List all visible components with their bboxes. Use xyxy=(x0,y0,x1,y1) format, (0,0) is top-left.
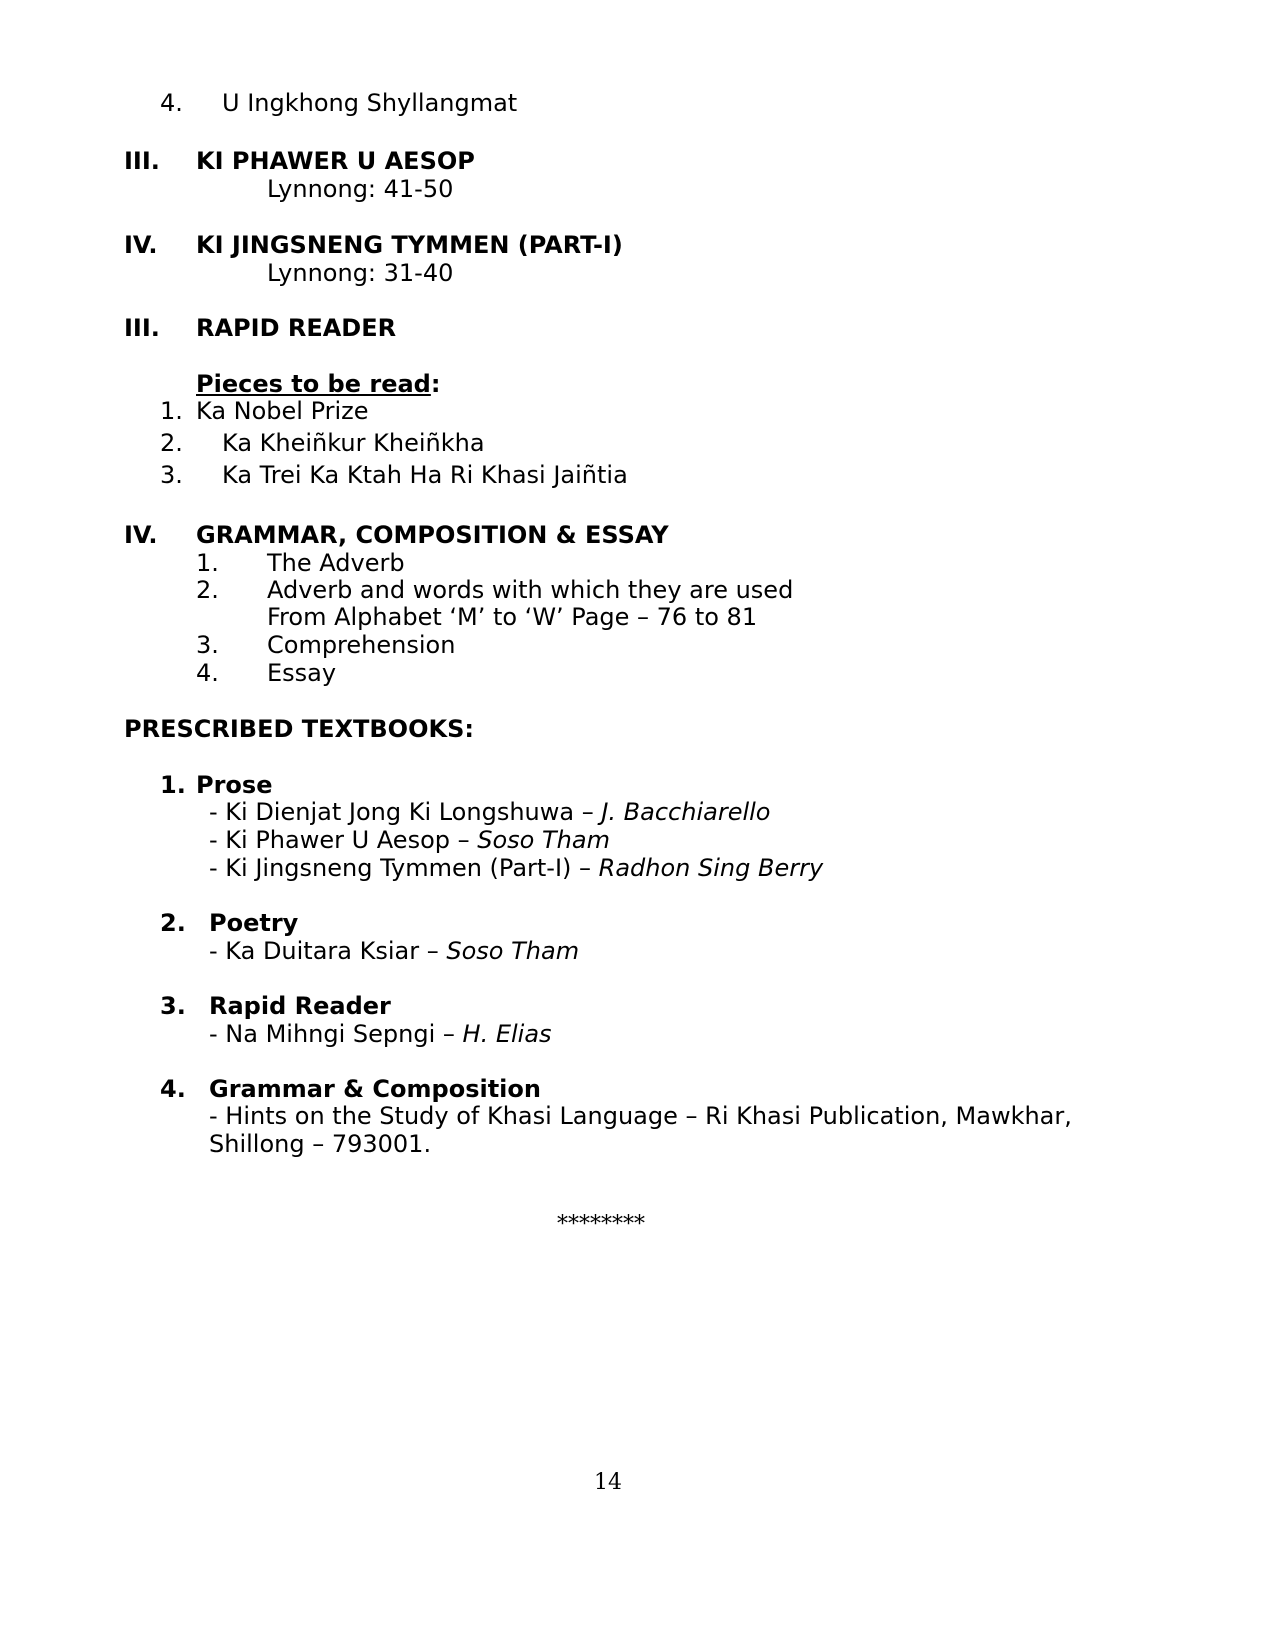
list-item-text: Ka Kheiñkur Kheiñkha xyxy=(222,429,485,457)
textbook-entry: - Hints on the Study of Khasi Language – Ri Khasi Publication, Mawkhar, xyxy=(209,1102,1072,1130)
list-item-text: Ka Trei Ka Ktah Ha Ri Khasi Jaiñtia xyxy=(222,461,628,489)
list-item-number: 4. xyxy=(196,659,219,687)
section-number: III. xyxy=(124,147,160,175)
section-number: III. xyxy=(124,314,160,342)
textbook-group-title: Prose xyxy=(196,771,273,799)
textbook-group-title: Grammar & Composition xyxy=(209,1075,541,1103)
section-title: KI JINGSNENG TYMMEN (PART-I) xyxy=(196,231,623,259)
list-item-text: The Adverb xyxy=(267,549,405,577)
section-number: IV. xyxy=(124,231,158,259)
pieces-heading-colon: : xyxy=(430,370,441,398)
textbook-entry-title: - Ki Jingsneng Tymmen (Part-I) – xyxy=(209,854,599,882)
textbook-entry-author: J. Bacchiarello xyxy=(601,798,771,826)
list-item-number: 3. xyxy=(160,461,183,489)
separator: ******** xyxy=(557,1212,645,1237)
list-item-number: 2. xyxy=(196,576,219,604)
pieces-heading xyxy=(196,371,440,399)
textbook-group-title: Poetry xyxy=(209,909,299,937)
list-item-text-continued: From Alphabet ‘M’ to ‘W’ Page – 76 to 81 xyxy=(267,603,758,631)
section-title: GRAMMAR, COMPOSITION & ESSAY xyxy=(196,521,669,549)
textbook-entry-author: Radhon Sing Berry xyxy=(598,854,824,882)
section-title: RAPID READER xyxy=(196,314,397,342)
textbook-entry xyxy=(209,827,610,855)
textbook-entry xyxy=(209,1021,552,1049)
list-item-text: Ka Nobel Prize xyxy=(196,397,369,425)
list-item-text: Adverb and words with which they are used xyxy=(267,576,794,604)
section-title: KI PHAWER U AESOP xyxy=(196,147,475,175)
textbook-entry-title: - Ki Phawer U Aesop – xyxy=(209,826,478,854)
textbook-entry-title: - Ka Duitara Ksiar – xyxy=(209,937,447,965)
textbook-entry-continued: Shillong – 793001. xyxy=(209,1130,432,1158)
pieces-heading-text: Pieces to be read xyxy=(196,370,431,398)
textbooks-heading: PRESCRIBED TEXTBOOKS: xyxy=(124,715,474,743)
page-number: 14 xyxy=(594,1470,622,1495)
textbook-group-number: 2. xyxy=(160,909,186,937)
section-number: IV. xyxy=(124,521,158,549)
textbook-entry-title: - Na Mihngi Sepngi – xyxy=(209,1020,463,1048)
textbook-group-title: Rapid Reader xyxy=(209,992,391,1020)
list-item-number: 4. xyxy=(160,89,183,117)
textbook-group-number: 3. xyxy=(160,992,186,1020)
textbook-entry-author: Soso Tham xyxy=(446,937,580,965)
list-item-number: 3. xyxy=(196,631,219,659)
section-subtitle: Lynnong: 41-50 xyxy=(267,175,454,203)
textbook-entry-author: Soso Tham xyxy=(477,826,610,854)
list-item-text: U Ingkhong Shyllangmat xyxy=(222,89,518,117)
list-item-number: 1. xyxy=(160,397,183,425)
section-subtitle: Lynnong: 31-40 xyxy=(267,259,454,287)
textbook-entry-author: H. Elias xyxy=(462,1020,552,1048)
list-item-text: Comprehension xyxy=(267,631,456,659)
textbook-entry xyxy=(209,938,579,966)
list-item-number: 2. xyxy=(160,429,183,457)
list-item-text: Essay xyxy=(267,659,337,687)
textbook-entry xyxy=(209,799,770,827)
textbook-group-number: 1. xyxy=(160,771,186,799)
list-item-number: 1. xyxy=(196,549,219,577)
textbook-group-number: 4. xyxy=(160,1075,186,1103)
textbook-entry-title: - Ki Dienjat Jong Ki Longshuwa – xyxy=(209,798,602,826)
textbook-entry xyxy=(209,855,823,883)
